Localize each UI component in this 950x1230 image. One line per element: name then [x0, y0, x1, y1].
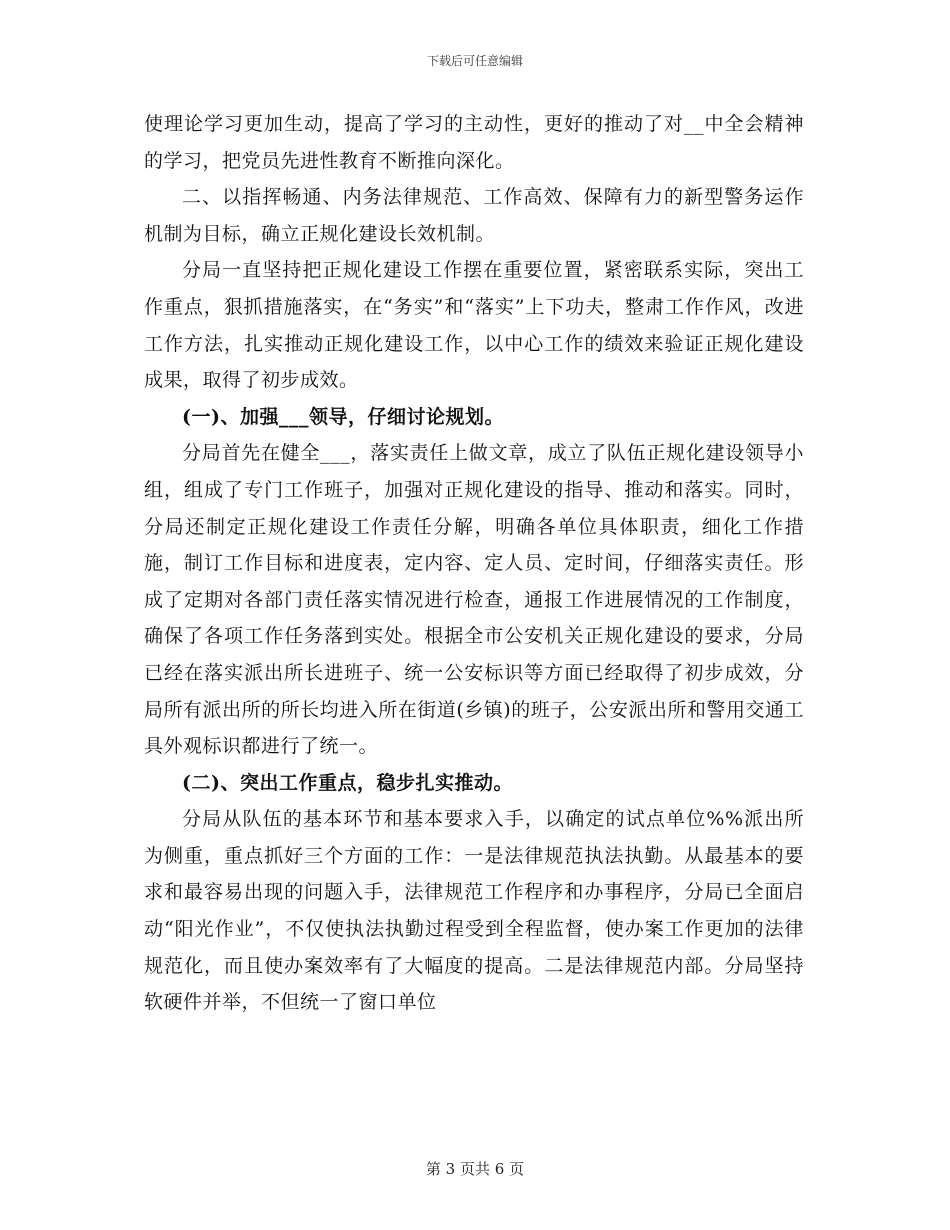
paragraph: 使理论学习更加生动，提高了学习的主动性，更好的推动了对__中全会精神的学习，把党员先进性教育不断推向深化。	[144, 113, 804, 172]
paragraph: 二、以指挥畅通、内务法律规范、工作高效、保障有力的新型警务运作机制为目标，确立正规化建设长效机制。	[144, 186, 804, 245]
document-body	[144, 106, 804, 1021]
page-footer: 第 3 页共 6 页	[425, 1160, 525, 1178]
paragraph: 分局首先在健全___，落实责任上做文章，成立了队伍正规化建设领导小组，组成了专门工作班子，加强对正规化建设的指导、推动和落实。同时，分局还制定正规化建设工作责任分解，明确各单位具体职责，细化工作措施，制订工作目标和进度表，定内容、定人员、定时间，仔细落实责任。形成了定期对各部门责任落实情况进行检查，通报工作进展情况的工作制度，确保了各项工作任务落到实处。根据全市公安机关正规化建设的要求，分局已经在落实派出所长进班子、统一公安标识等方面已经取得了初步成效，分局所有派出所的所长均进入所在街道(乡镇)的班子，公安派出所和警用交通工具外观标识都进行了统一。	[144, 442, 804, 758]
section-heading: (二)、突出工作重点，稳步扎实推动。	[182, 771, 513, 794]
page-header: 下载后可任意编辑	[426, 54, 523, 68]
section-heading: (一)、加强___领导，仔细讨论规划。	[182, 405, 504, 428]
paragraph: 分局一直坚持把正规化建设工作摆在重要位置，紧密联系实际，突出工作重点，狠抓措施落实，在“务实”和“落实”上下功夫，整肃工作作风，改进工作方法，扎实推动正规化建设工作，以中心工作的绩效来验证正规化建设成果，取得了初步成效。	[144, 259, 804, 392]
paragraph: 分局从队伍的基本环节和基本要求入手，以确定的试点单位%%派出所为侧重，重点抓好三个方面的工作：一是法律规范执法执勤。从最基本的要求和最容易出现的问题入手，法律规范工作程序和办事程序，分局已全面启动“阳光作业”，不仅使执法执勤过程受到全程监督，使办案工作更加的法律规范化，而且使办案效率有了大幅度的提高。二是法律规范内部。分局坚持软硬件并举，不但统一了窗口单位	[144, 808, 804, 1014]
